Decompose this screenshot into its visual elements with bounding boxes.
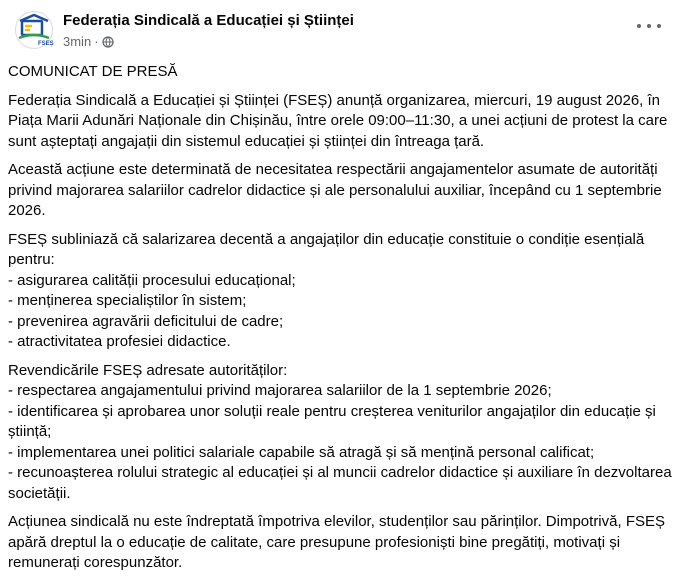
- list-item: - atractivitatea profesiei didactice.: [8, 333, 231, 350]
- more-options-icon-dot: [647, 24, 651, 28]
- post-header: [8, 0, 673, 56]
- page-avatar[interactable]: [15, 11, 53, 49]
- paragraph-announcement: Federația Sindicală a Educației și Științei (FSEȘ) anunță organizarea, miercuri, 19 august 2026, în Piața Marii Adunări Naționale din Chișinău, între orele 09:00–11:30, a unei acțiuni de protest la care sunt așteptați angajații din sistemul educației și științei din întreaga țară.: [8, 91, 668, 150]
- paragraph-conditions: [8, 230, 676, 353]
- more-options-icon: [637, 24, 641, 28]
- fses-logo-icon: [16, 12, 52, 48]
- list-item: - prevenirea agravării deficitului de cadre;: [8, 312, 284, 330]
- list-item: - respectarea angajamentului privind majorarea salariilor de la 1 septembrie 2026;: [8, 382, 552, 399]
- paragraph-reason: Această acțiune este determinată de necesitatea respectării angajamentelor asumate de autorități privind majorarea salariilor cadrelor didactice și ale personalului auxiliar, începând cu 1 septembrie 2026.: [8, 161, 662, 219]
- list-item: - asigurarea calității procesului educațional;: [8, 271, 296, 289]
- demands-intro: Revendicările FSEȘ adresate autorităților:: [8, 361, 288, 379]
- paragraph-demands: [8, 361, 676, 505]
- more-options-icon-dot: [657, 24, 661, 28]
- list-item: - recunoașterea rolului strategic al educației și al muncii cadrelor didactice și auxiliare în dezvoltarea societății.: [8, 464, 672, 502]
- list-item: - menținerea specialiștilor în sistem;: [8, 292, 247, 309]
- post-heading: COMUNICAT DE PRESĂ: [8, 63, 178, 80]
- list-item: - identificarea și aprobarea unor soluții reale pentru creșterea veniturilor angajaților din educație și știință;: [8, 402, 656, 440]
- post-body: [8, 62, 676, 582]
- conditions-intro: FSEȘ subliniază că salarizarea decentă a angajaților din educație constituie o condiție esențială pentru:: [8, 230, 645, 268]
- post-meta: [63, 34, 114, 49]
- globe-icon[interactable]: [102, 36, 114, 48]
- more-options-button[interactable]: [637, 18, 661, 34]
- list-item: - implementarea unei politici salariale capabile să atragă și să mențină personal calificat;: [8, 443, 595, 461]
- post-time-link[interactable]: 3min: [63, 34, 92, 49]
- avatar-caption: FSEȘ: [38, 41, 54, 47]
- page-name-link[interactable]: Federația Sindicală a Educației și Științei: [63, 12, 354, 29]
- paragraph-closing: Acțiunea sindicală nu este îndreptată împotriva elevilor, studenților sau părinților. Dimpotrivă, FSEȘ apără dreptul la o educație de calitate, care presupune profesioniști bine pregătiți, motivați și remunerați corespunzător.: [8, 513, 665, 571]
- meta-separator: ·: [94, 34, 99, 49]
